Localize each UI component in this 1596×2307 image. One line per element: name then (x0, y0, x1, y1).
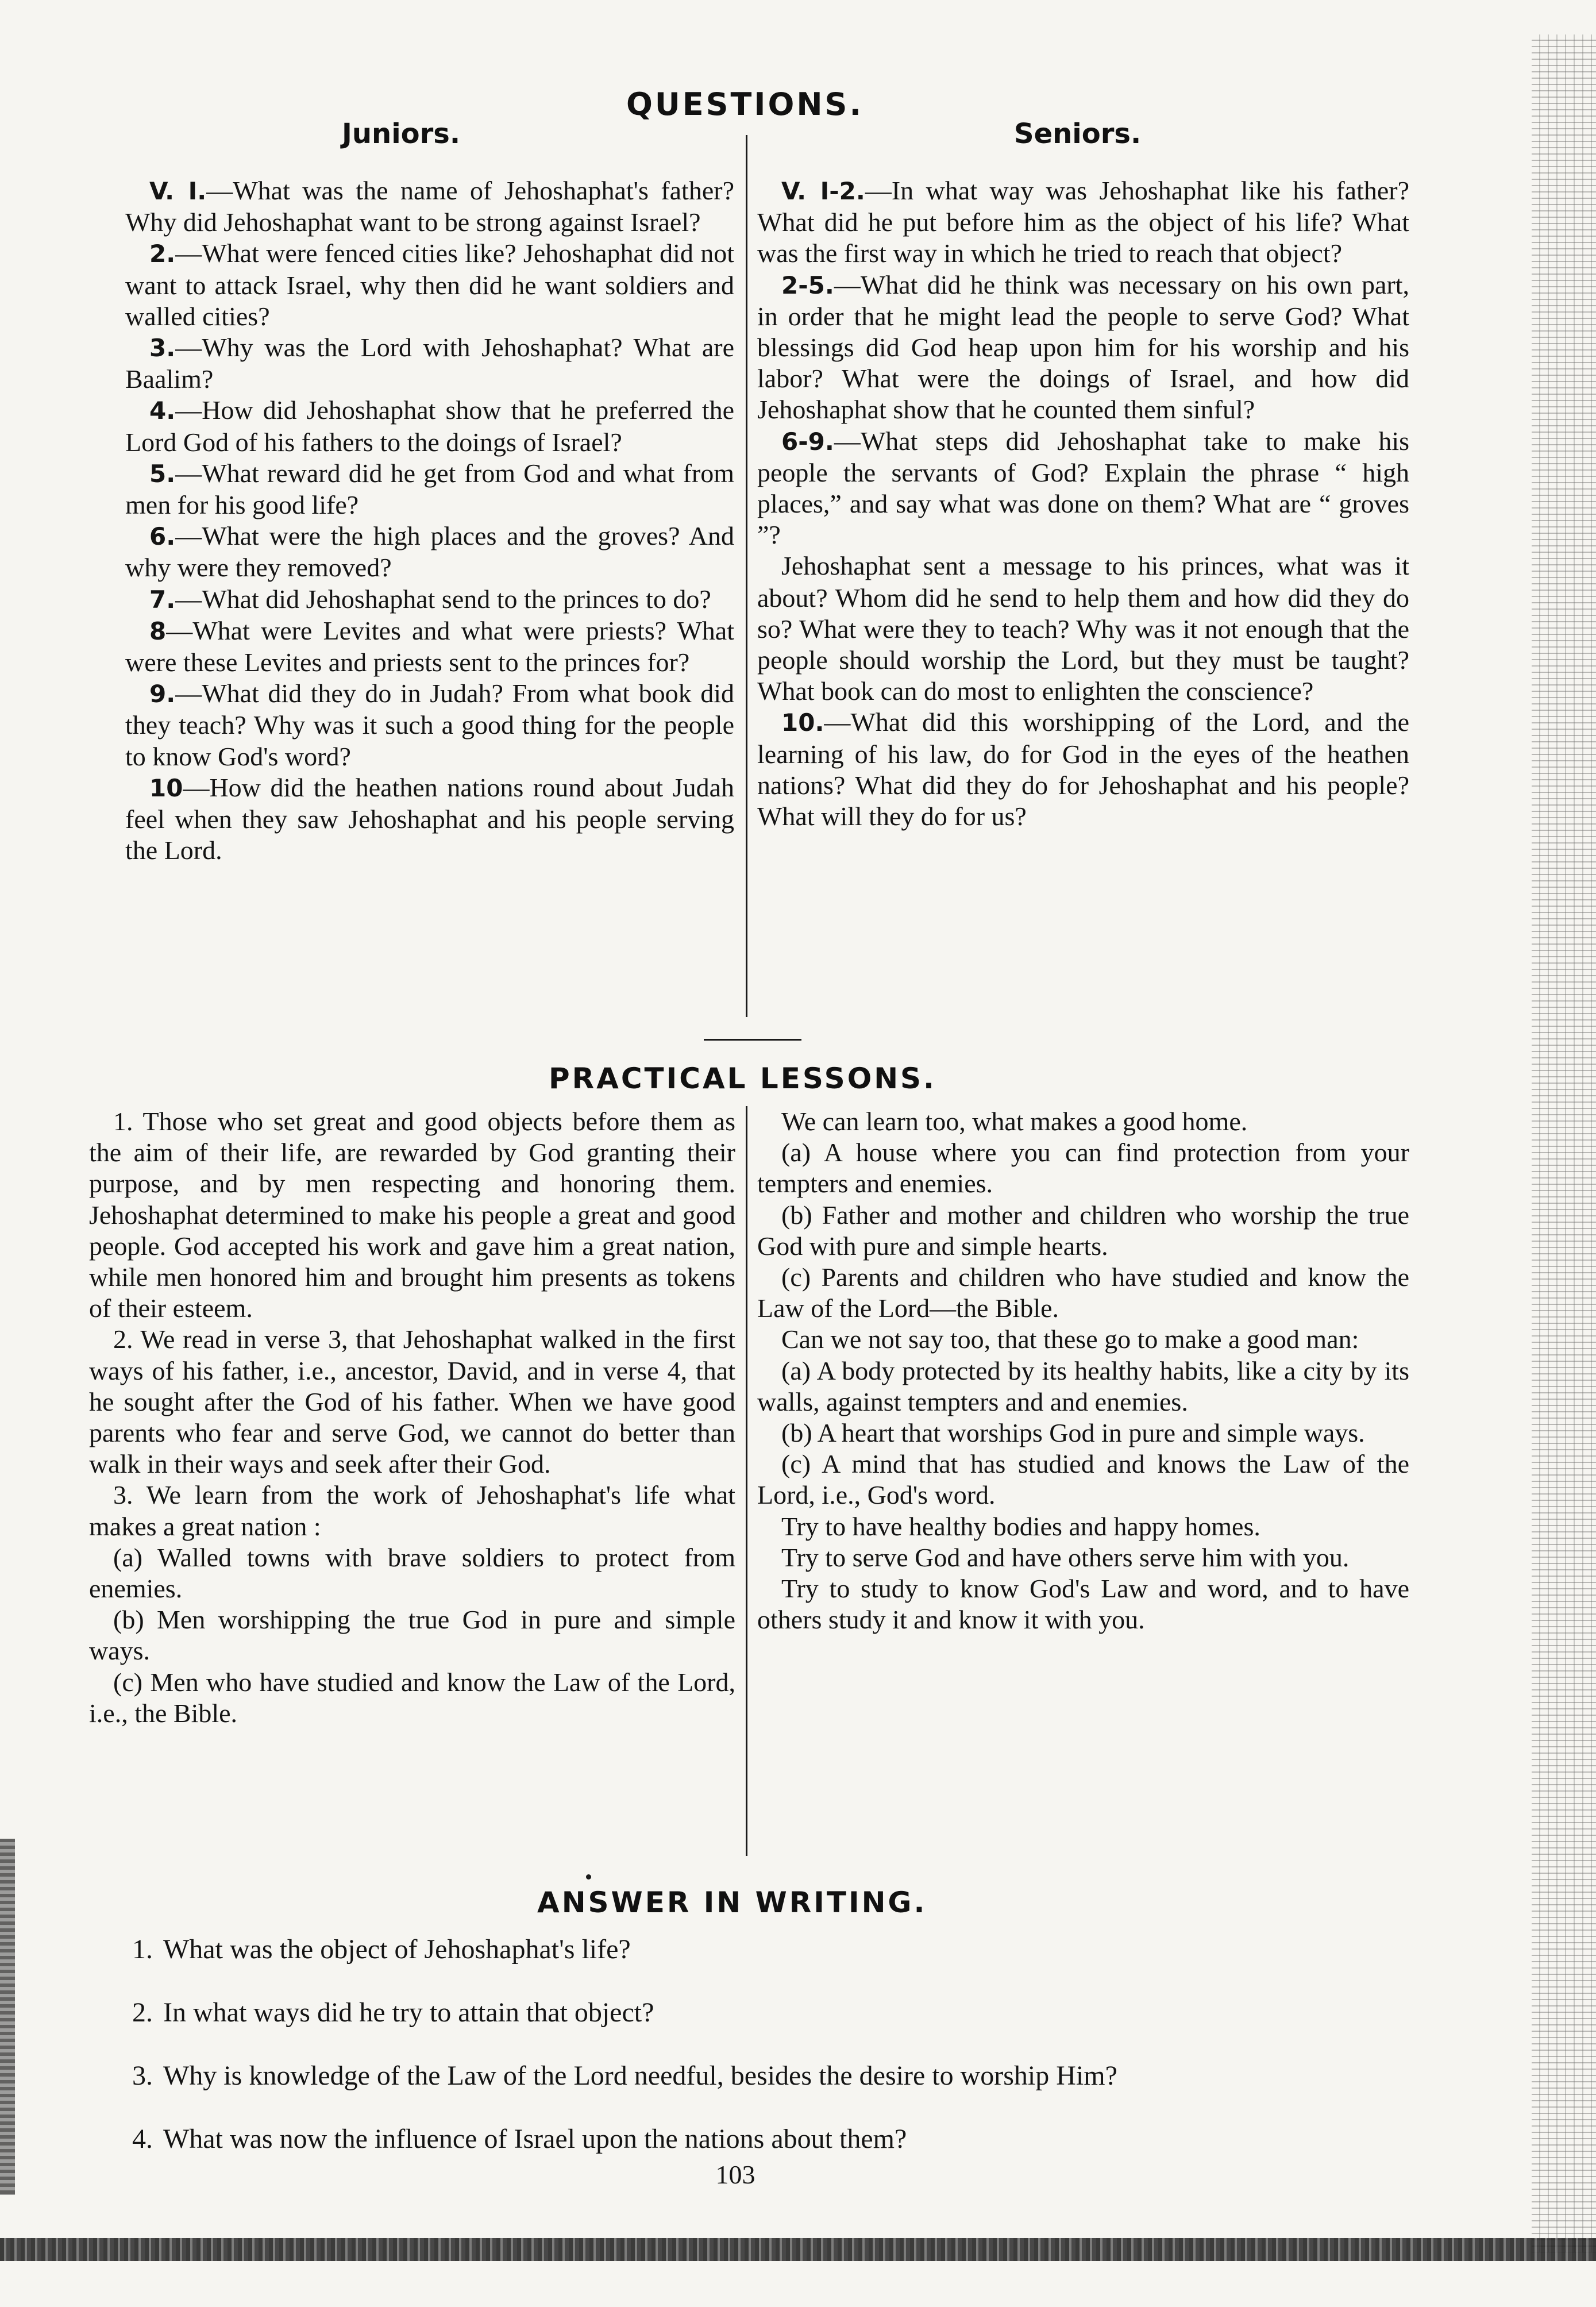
lessons-column-divider (746, 1106, 747, 1856)
lesson-paragraph: (c) Parents and children who have studied and know the Law of the Lord—the Bible. (757, 1262, 1409, 1323)
lesson-paragraph: 3. We learn from the work of Jehoshaphat's life what makes a great nation : (89, 1480, 735, 1541)
junior-question: 2.—What were fenced cities like? Jehoshaphat did not want to attack Israel, why then did he want soldiers and walled cities? (125, 238, 734, 331)
junior-question: 3.—Why was the Lord with Jehoshaphat? What are Baalim? (125, 333, 734, 394)
junior-question: V. I.—What was the name of Jehoshaphat's father? Why did Jehoshaphat want to be strong against Israel? (125, 176, 734, 237)
lesson-paragraph: (a) Walled towns with brave soldiers to protect from enemies. (89, 1542, 735, 1604)
writing-questions (132, 1931, 1454, 2183)
junior-question: 5.—What reward did he get from God and what from men for his good life? (125, 458, 734, 520)
senior-question: Jehoshaphat sent a message to his princes, what was it about? Whom did he send to help them and how did they do so? What were they to teach? Why was it not enough that the people should worship the Lord, but they must be taught? What book can do most to enlighten the conscience? (757, 551, 1409, 706)
lesson-paragraph: Try to serve God and have others serve him with you. (781, 1542, 1350, 1572)
lesson-paragraph: (b) Father and mother and children who worship the true God with pure and simple hearts. (757, 1200, 1409, 1261)
lesson-paragraph: (c) A mind that has studied and knows the Law of the Lord, i.e., God's word. (757, 1449, 1409, 1510)
questions-column-divider (746, 135, 747, 1017)
junior-question: 10—How did the heathen nations round about Judah feel when they saw Jehoshaphat and his people serving the Lord. (125, 772, 734, 865)
juniors-heading: Juniors. (342, 118, 461, 150)
lesson-paragraph: (c) Men who have studied and know the Law of the Lord, i.e., the Bible. (89, 1667, 735, 1728)
junior-question: 6.—What were the high places and the groves? And why were they removed? (125, 521, 734, 583)
lesson-paragraph: (b) A heart that worships God in pure and simple ways. (781, 1418, 1365, 1448)
senior-question: V. I-2.—In what way was Jehoshaphat like his father? What did he put before him as the object of his life? What was the first way in which he tried to reach that object? (757, 176, 1410, 268)
junior-question: 8—What were Levites and what were priests? What were these Levites and priests sent to the princes for? (125, 615, 734, 677)
lessons-right-column (757, 1106, 1409, 1635)
page-edge-shadow (1532, 34, 1596, 2252)
senior-question: 10.—What did this worshipping of the Lord, and the learning of his law, do for God in the eyes of the heathen nations? What did they do for Jehoshaphat and his people? What will they do for us? (757, 707, 1409, 831)
lesson-paragraph: (a) A house where you can find protection from your tempters and enemies. (757, 1138, 1409, 1199)
lesson-paragraph: 1. Those who set great and good objects before them as the aim of their life, are rewarded by God granting their purpose, and by men respecting and honoring them. Jehoshaphat determined to make his people a great and good people. God accepted his work and gave him a great nation, while men honored him and brought him presents as tokens of their esteem. (89, 1107, 735, 1323)
senior-question: 2-5.—What did he think was necessary on his own part, in order that he might lead the people to serve God? What blessings did God heap upon him for his worship and his labor? What were the doings of Israel, and how did Jehoshaphat show that he counted them sinful? (757, 269, 1409, 425)
seniors-questions (757, 175, 1409, 832)
lessons-left-column (89, 1106, 735, 1729)
questions-heading: QUESTIONS. (626, 86, 863, 122)
juniors-questions (125, 175, 734, 866)
page-edge-bottom (0, 2238, 1596, 2261)
answer-in-writing-heading: ANSWER IN WRITING. (537, 1886, 927, 1919)
lesson-paragraph: Try to have healthy bodies and happy homes. (781, 1511, 1260, 1541)
lesson-paragraph: We can learn too, what makes a good home. (781, 1107, 1248, 1136)
lesson-paragraph: Can we not say too, that these go to make a good man: (781, 1324, 1359, 1354)
writing-question: 2. In what ways did he try to attain that object? (132, 1997, 654, 2028)
writing-question: 3. Why is knowledge of the Law of the Lord needful, besides the desire to worship Him? (132, 2060, 1117, 2091)
page-number: 103 (715, 2160, 755, 2189)
writing-question: 4. What was now the influence of Israel upon the nations about them? (132, 2124, 907, 2154)
decorative-dot (586, 1874, 591, 1880)
senior-question: 6-9.—What steps did Jehoshaphat take to make his people the servants of God? Explain the phrase “ high places,” and say what was done on them? What are “ groves ”? (757, 426, 1409, 550)
lesson-paragraph: 2. We read in verse 3, that Jehoshaphat walked in the first ways of his father, i.e., ancestor, David, and in verse 4, that he sought after the God of his father. When we have good parents who fear and serve God, we cannot do better than walk in their ways and seek after their God. (89, 1324, 735, 1479)
seniors-heading: Seniors. (1014, 118, 1142, 150)
page-edge-shadow-left (0, 1839, 15, 2195)
section-separator (704, 1039, 801, 1041)
writing-question: 1. What was the object of Jehoshaphat's life? (132, 1934, 631, 1965)
lesson-paragraph: Try to study to know God's Law and word, and to have others study it and know it with you. (757, 1574, 1409, 1635)
lesson-paragraph: (b) Men worshipping the true God in pure and simple ways. (89, 1605, 735, 1666)
junior-question: 9.—What did they do in Judah? From what book did they teach? Why was it such a good thing for the people to know God's word? (125, 679, 734, 771)
junior-question: 7.—What did Jehoshaphat send to the princes to do? (149, 584, 711, 614)
practical-lessons-heading: PRACTICAL LESSONS. (549, 1062, 937, 1095)
junior-question: 4.—How did Jehoshaphat show that he preferred the Lord God of his fathers to the doings of Israel? (125, 395, 734, 457)
lesson-paragraph: (a) A body protected by its healthy habits, like a city by its walls, against tempters and and enemies. (757, 1355, 1409, 1416)
